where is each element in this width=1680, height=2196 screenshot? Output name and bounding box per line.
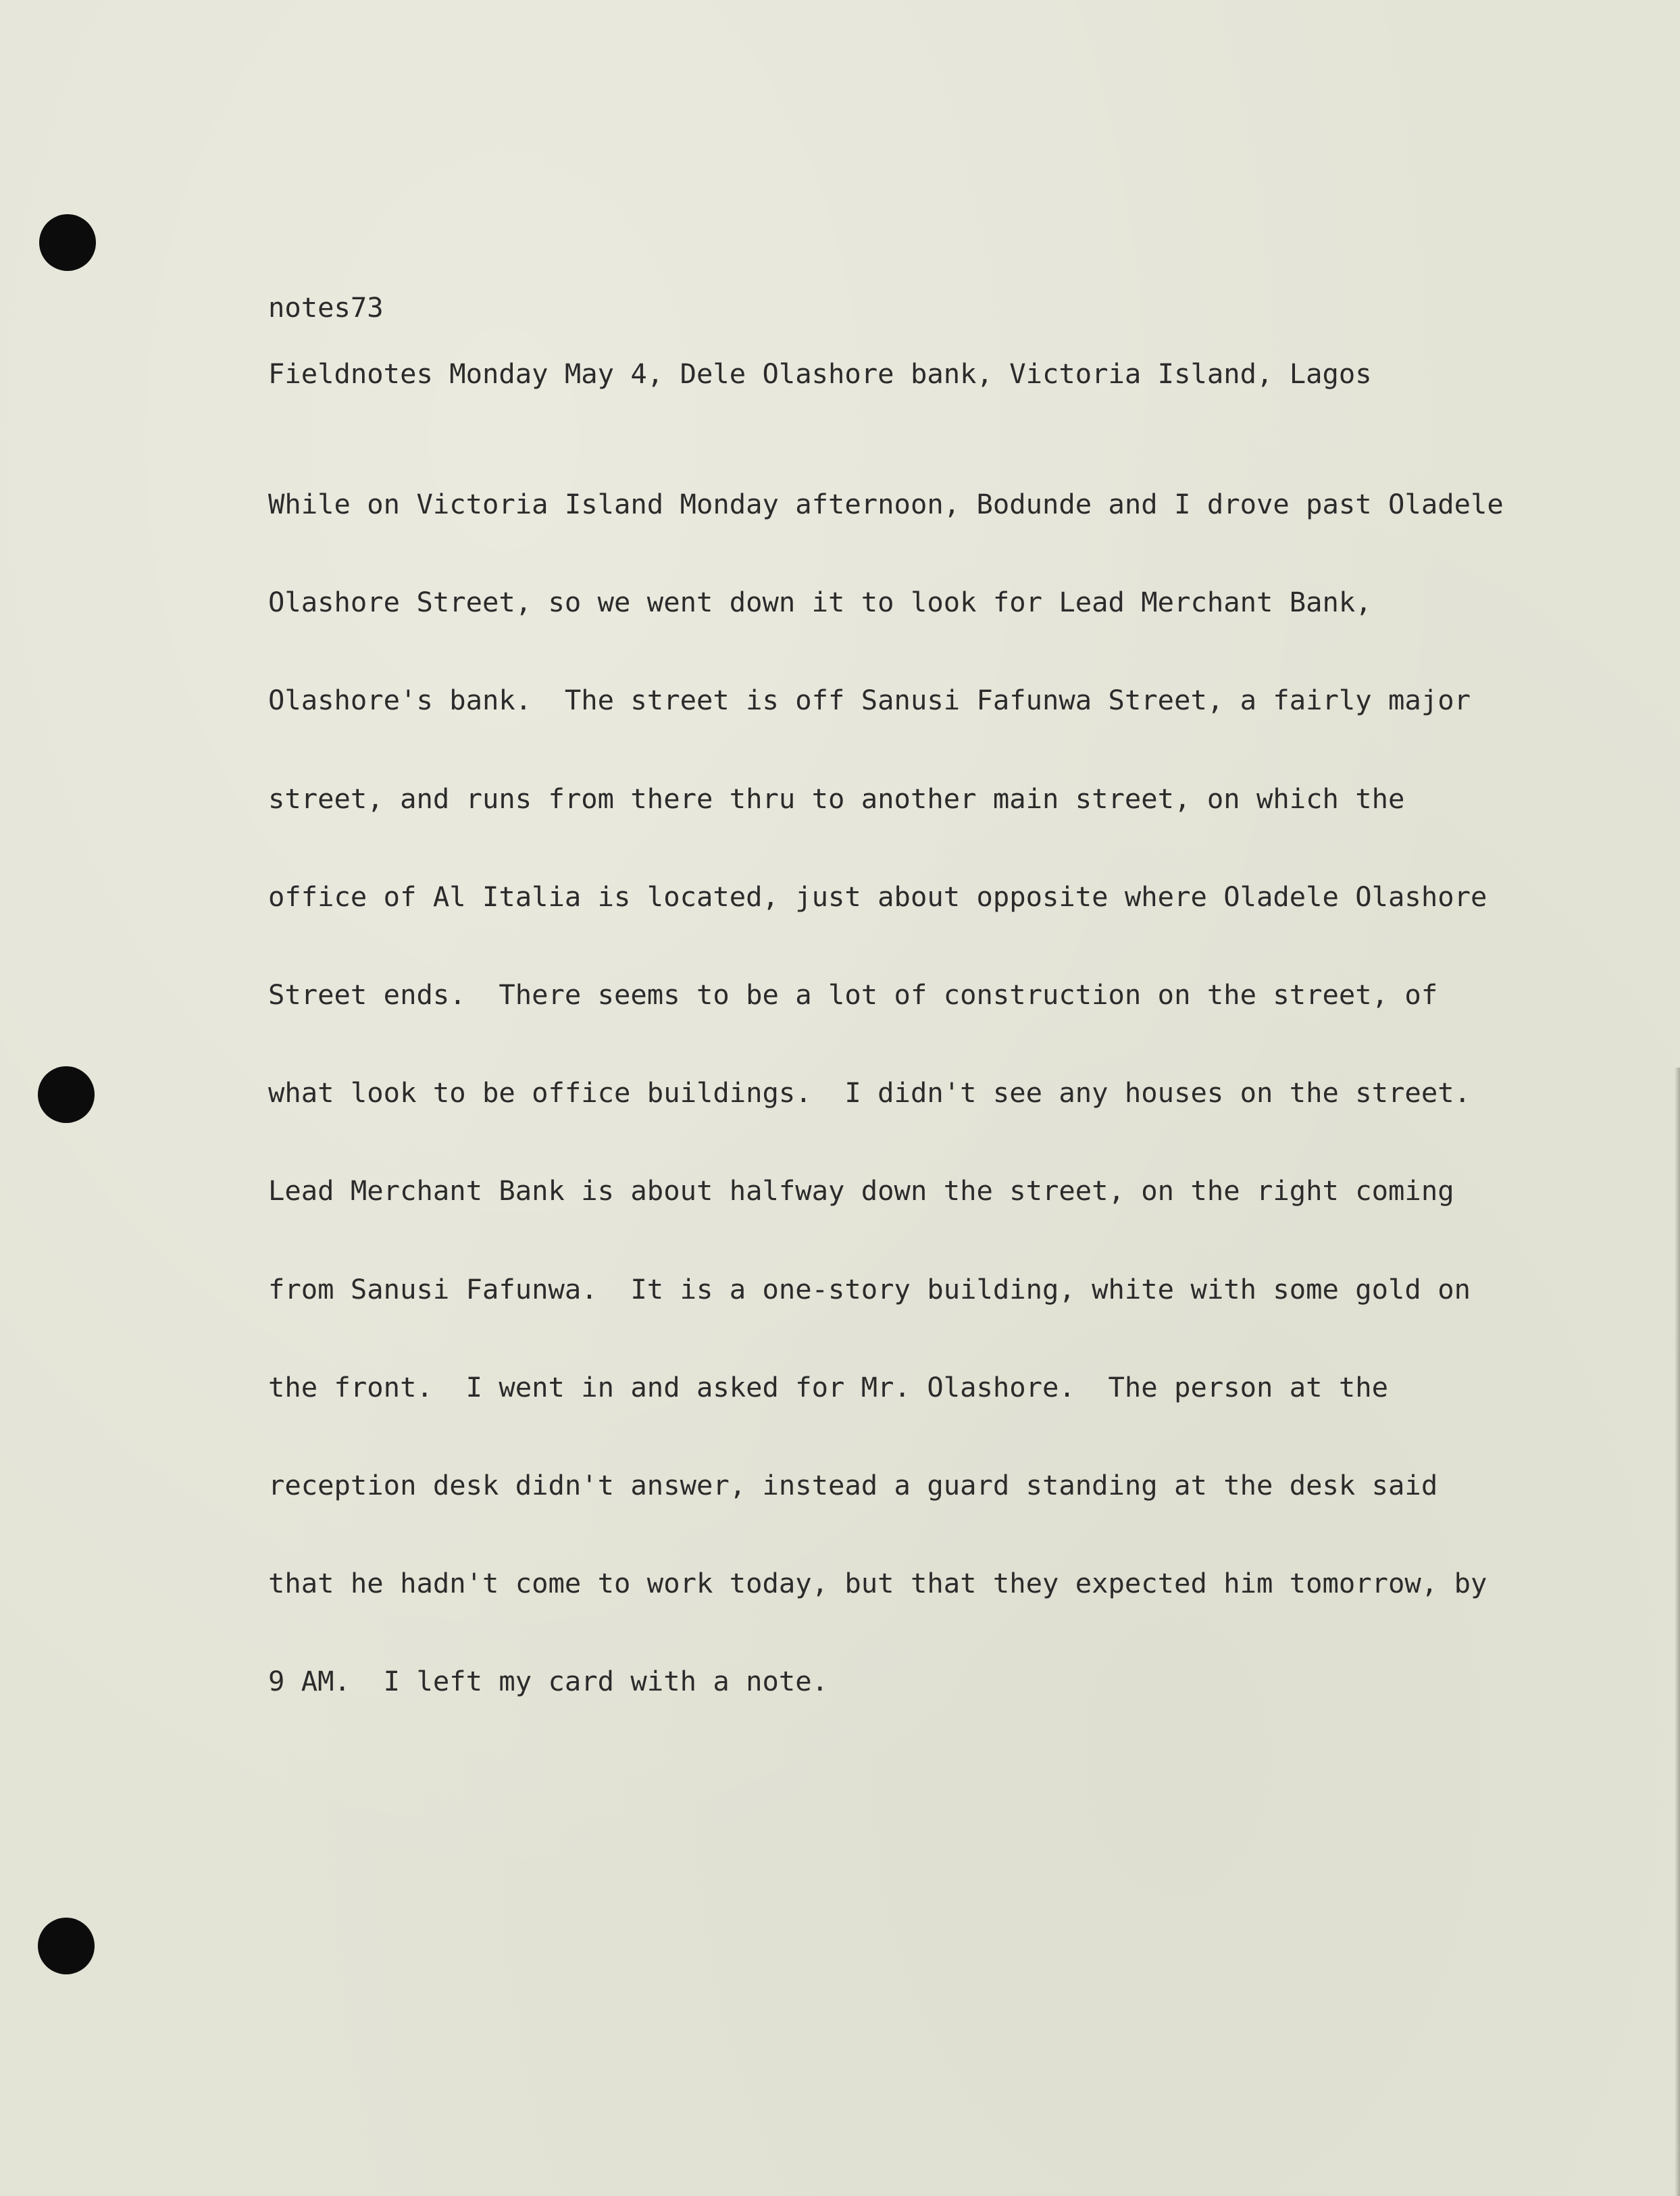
document-file-name: notes73 [268, 291, 384, 324]
punch-hole-middle [38, 1066, 95, 1123]
body-line: reception desk didn't answer, instead a guard standing at the desk said [268, 1468, 1438, 1501]
body-line: from Sanusi Fafunwa. It is a one-story building, white with some gold on [268, 1272, 1471, 1305]
body-line: Street ends. There seems to be a lot of construction on the street, of [268, 978, 1438, 1011]
body-line: Lead Merchant Bank is about halfway down the street, on the right coming [268, 1174, 1454, 1207]
body-line: that he hadn't come to work today, but that they expected him tomorrow, by [268, 1567, 1487, 1600]
body-line: Olashore's bank. The street is off Sanusi Fafunwa Street, a fairly major [268, 684, 1471, 717]
body-line: street, and runs from there thru to another main street, on which the [268, 782, 1405, 815]
body-line: the front. I went in and asked for Mr. Olashore. The person at the [268, 1370, 1389, 1403]
punch-hole-top [39, 214, 96, 271]
body-line: Olashore Street, so we went down it to look for Lead Merchant Bank, [268, 586, 1372, 619]
page-edge-shadow [1675, 1068, 1680, 2196]
body-line: office of Al Italia is located, just about opposite where Oladele Olashore [268, 880, 1487, 913]
body-line: what look to be office buildings. I didn't see any houses on the street. [268, 1076, 1471, 1109]
document-body [268, 423, 1504, 1763]
document-heading: Fieldnotes Monday May 4, Dele Olashore bank, Victoria Island, Lagos [268, 357, 1372, 390]
body-line: While on Victoria Island Monday afternoon, Bodunde and I drove past Oladele [268, 488, 1504, 520]
body-line: 9 AM. I left my card with a note. [268, 1665, 829, 1698]
punch-hole-bottom [38, 1918, 95, 1974]
